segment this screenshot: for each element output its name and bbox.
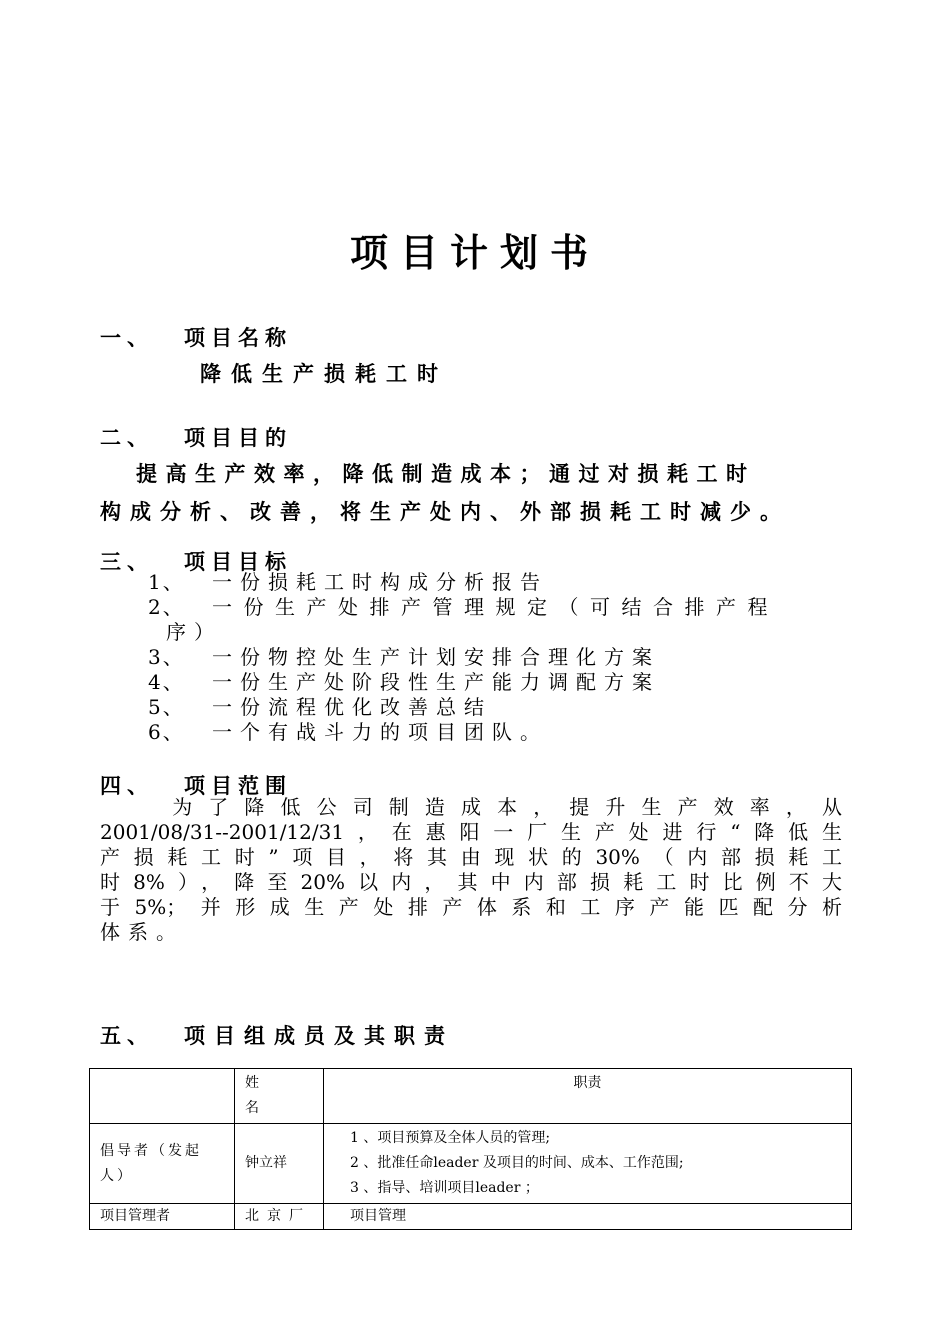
goal-number: 1、 xyxy=(148,570,185,594)
name-cell: 钟立祥 xyxy=(235,1124,324,1204)
goal-number xyxy=(148,620,166,645)
goal-item xyxy=(148,595,848,620)
duty-line: 3 、指导、培训项目leader ； xyxy=(350,1180,539,1196)
goal-text: 一份生产处排产管理规定（可结合排产程 xyxy=(212,595,779,619)
section-5-heading xyxy=(100,1020,454,1050)
goal-text: 一份物控处生产计划安排合理化方案 xyxy=(212,645,660,669)
scope-line: 于5%；并形成生产处排产体系和工序产能匹配分析 xyxy=(100,895,842,919)
document-title: 项目计划书 xyxy=(349,230,600,275)
project-name-value: 降低生产损耗工时 xyxy=(200,361,448,386)
section-4-number: 四、 xyxy=(100,773,154,798)
goal-number: 5、 xyxy=(148,695,185,719)
role-cell: 倡导者（发起人） xyxy=(90,1124,235,1204)
header-duty-cell: 职责 xyxy=(324,1069,852,1124)
goal-text: 序） xyxy=(166,620,222,644)
goal-item xyxy=(148,645,848,670)
goal-text: 一份流程优化改善总结 xyxy=(212,695,492,719)
scope-line: 体系。 xyxy=(100,920,184,944)
section-3-number: 三、 xyxy=(100,549,154,574)
section-2-heading xyxy=(100,422,292,452)
header-name-cell xyxy=(235,1069,324,1124)
goal-number: 6、 xyxy=(148,720,185,744)
section-3-title: 项目目标 xyxy=(184,549,292,574)
goal-item xyxy=(148,570,848,595)
section-1-number: 一、 xyxy=(100,325,154,350)
scope-line: 产损耗工时”项目，将其由现状的30%（内部损耗工 xyxy=(100,845,842,869)
goal-text: 一个有战斗力的项目团队。 xyxy=(212,720,548,744)
role-cell: 项目管理者 xyxy=(90,1204,235,1230)
purpose-line-2: 构成分析、改善，将生产处内、外部损耗工时减少。 xyxy=(100,499,790,524)
goal-item xyxy=(148,720,848,745)
goal-number: 2、 xyxy=(148,595,185,619)
goal-text: 一份损耗工时构成分析报告 xyxy=(212,570,548,594)
goal-item xyxy=(148,620,848,645)
duty-cell xyxy=(324,1204,852,1230)
goals-list xyxy=(148,570,848,745)
header-name-line: 名 xyxy=(245,1100,263,1116)
duty-line: 项目管理 xyxy=(350,1208,406,1224)
scope-line: 2001/08/31--2001/12/31，在惠阳一厂生产处进行“降低生 xyxy=(100,820,842,844)
table-row xyxy=(90,1124,852,1204)
header-role-cell xyxy=(90,1069,235,1124)
scope-line: 时8%），降至20%以内，其中内部损耗工时比例不大 xyxy=(100,870,842,894)
section-1-heading xyxy=(100,322,292,352)
section-1-title: 项目名称 xyxy=(184,325,292,350)
goal-number: 3、 xyxy=(148,645,185,669)
table-header-row xyxy=(90,1069,852,1124)
name-cell: 北京厂 xyxy=(235,1204,324,1230)
section-2-number: 二、 xyxy=(100,425,154,450)
section-2-title: 项目目的 xyxy=(184,425,292,450)
section-4-title: 项目范围 xyxy=(184,773,292,798)
header-name-line: 姓 xyxy=(245,1075,263,1091)
scope-paragraph xyxy=(100,795,842,945)
section-5-number: 五、 xyxy=(100,1023,154,1048)
table-row xyxy=(90,1204,852,1230)
goal-item xyxy=(148,670,848,695)
staff-table xyxy=(89,1068,852,1230)
duty-line: 2 、批准任命leader 及项目的时间、成本、工作范围; xyxy=(350,1155,684,1171)
goal-item xyxy=(148,695,848,720)
goal-number: 4、 xyxy=(148,670,185,694)
scope-line: 为了降低公司制造成本，提升生产效率，从 xyxy=(100,795,842,819)
purpose-line-1: 提高生产效率，降低制造成本；通过对损耗工时 xyxy=(136,461,756,486)
goal-text: 一份生产处阶段性生产能力调配方案 xyxy=(212,670,660,694)
section-5-title: 项目组成员及其职责 xyxy=(184,1023,454,1048)
duty-cell xyxy=(324,1124,852,1204)
duty-line: 1 、项目预算及全体人员的管理; xyxy=(350,1130,551,1146)
